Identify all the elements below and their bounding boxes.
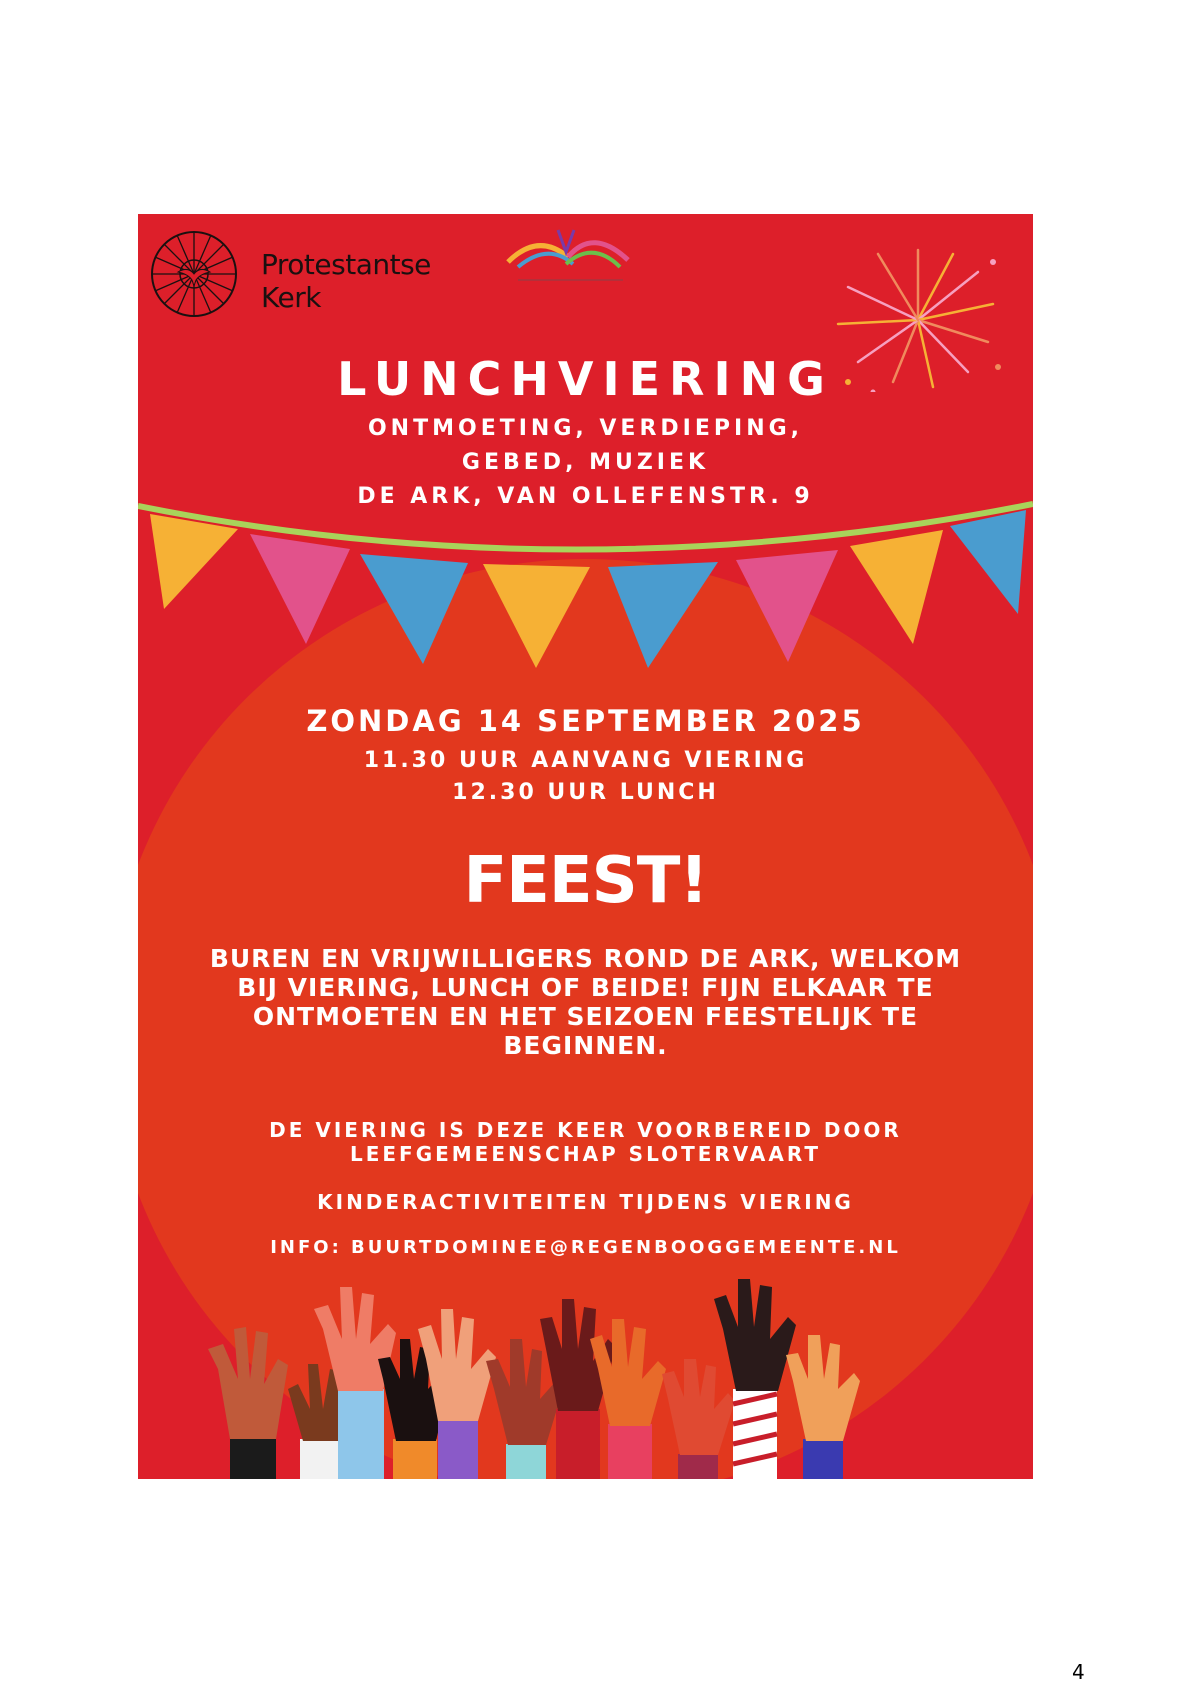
welcome-text xyxy=(208,944,963,1060)
prepared-line-1: DE VIERING IS DEZE KEER VOORBEREID DOOR xyxy=(269,1118,902,1142)
event-location: DE ARK, VAN OLLEFENSTR. 9 xyxy=(357,484,814,509)
logo-line-1: Protestantse xyxy=(261,248,431,281)
raised-hands-illustration xyxy=(138,1269,1033,1479)
logo-line-2: Kerk xyxy=(261,281,321,314)
lunch-time: 12.30 UUR LUNCH xyxy=(452,780,719,805)
event-poster xyxy=(138,214,1033,1479)
event-subtitle-1: ONTMOETING, VERDIEPING, xyxy=(367,416,804,441)
welcome-line-1: BUREN EN VRIJWILLIGERS ROND DE ARK, WELKOM xyxy=(209,944,962,973)
kids-activities: KINDERACTIVITEITEN TIJDENS VIERING xyxy=(317,1190,854,1214)
event-subtitle-2: GEBED, MUZIEK xyxy=(461,450,710,475)
event-date: ZONDAG 14 SEPTEMBER 2025 xyxy=(306,704,865,738)
event-title: LUNCHVIERING xyxy=(337,352,834,406)
prepared-line-2: LEEFGEMEENSCHAP SLOTERVAART xyxy=(349,1142,822,1166)
logo-text xyxy=(261,248,431,314)
info-email: INFO: BUURTDOMINEE@REGENBOOGGEMEENTE.NL xyxy=(270,1237,901,1258)
bunting-garland-icon xyxy=(138,484,1033,674)
dove-wheel-icon xyxy=(148,228,240,320)
welcome-line-2: BIJ VIERING, LUNCH OF BEIDE! FIJN ELKAAR TE xyxy=(237,973,934,1002)
welcome-line-3: ONTMOETEN EN HET SEIZOEN FEESTELIJK TE xyxy=(252,1002,919,1031)
page-number: 4 xyxy=(1072,1660,1085,1684)
regenboog-logo-icon xyxy=(498,222,638,292)
protestantse-kerk-logo xyxy=(148,228,448,318)
feest-heading: FEEST! xyxy=(463,844,708,918)
welcome-line-4: BEGINNEN. xyxy=(503,1031,668,1060)
start-time: 11.30 UUR AANVANG VIERING xyxy=(363,748,808,773)
